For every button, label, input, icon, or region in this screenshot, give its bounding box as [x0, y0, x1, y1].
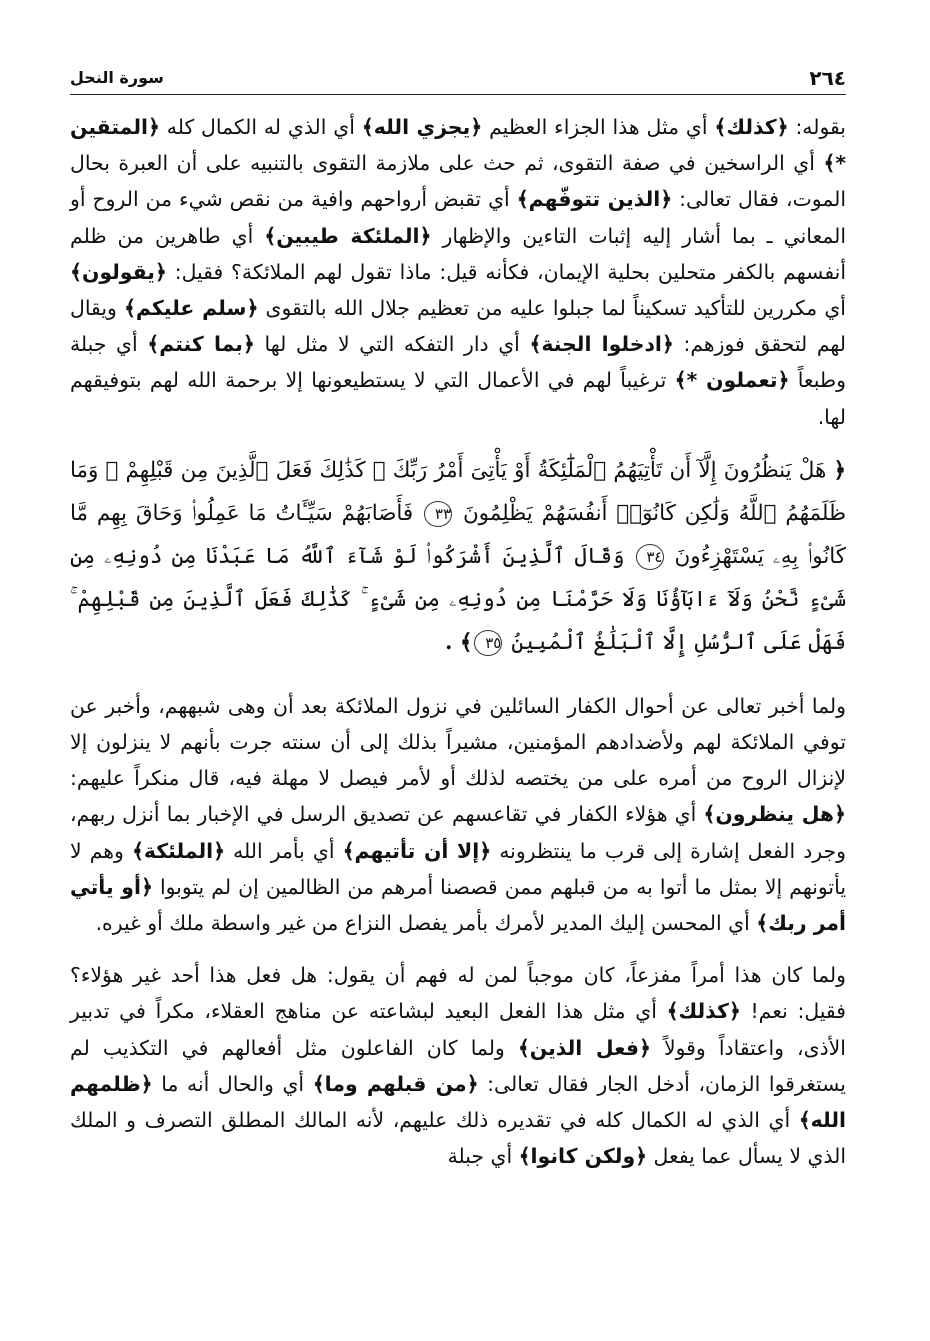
text-run: ولما أخبر تعالى عن أحوال الكفار السائلين في نزول الملائكة بعد أن وهى شبههم، وأخبر عن توفي الملائكة لهم ولأضدادهم المؤمنين، مشيراً بذلك إلى أن سنته جرت بأنهم لا ينزلون إلا لإنزال الروح من أمره على من يختصه لذلك أو لأمر فيصل لا مهلة فيه، قال منكراً عليهم: [70, 693, 846, 791]
text-run: وهم لا يأتونهم إلا بمثل ما أتوا به من قبلهم ممن قصصنا أمرهم من الظالمين إن لم يتوبوا [70, 838, 846, 899]
text-run: أي مثل هذا الجزاء العظيم [482, 115, 715, 139]
text-run: ولما كان الفاعلون مثل أفعالهم في التكذيب لم يستغرقوا الزمان، أدخل الجار فقال تعالى: [70, 1035, 846, 1096]
verse-close-bracket: ﴾ . [444, 629, 473, 655]
text-run: أي والحال أنه ما [152, 1071, 313, 1096]
quoted-phrase: ﴿تعملون *﴾ [674, 368, 790, 393]
quoted-phrase: ﴿الملئكة﴾ [131, 838, 226, 863]
commentary-paragraph-3 [70, 957, 846, 1174]
verse-text: فَأَصَابَهُمْ سَيِّـَٔاتُ مَا عَمِلُوا۟ وَحَاقَ بِهِم مَّا كَانُوا۟ بِهِۦ يَسْتَهْزِءُونَ [70, 500, 846, 569]
quoted-phrase: ﴿كذلك﴾ [714, 115, 789, 139]
text-run: أي جبلة [447, 1144, 519, 1169]
book-page [70, 64, 846, 1314]
ayah-number-marker: ٣٣ [424, 501, 452, 527]
text-run: أي الذي له الكمال كله في تقديره ذلك عليهم، لأنه المالك المطلق التصرف و الملك الذي لا يسأل عما يفعل [70, 1108, 846, 1169]
text-run: أي جبلة وطبعاً [70, 332, 846, 393]
text-run: بقوله: [788, 115, 846, 139]
quoted-phrase: ﴿يقولون﴾ [70, 259, 167, 284]
text-run: أي تقبض أرواحهم وافية من نقص شيء من الروح أو المعاني ـ بما أشار إليه إثبات التاءين والإظهار [70, 187, 847, 248]
quoted-phrase: ﴿هل ينظرون﴾ [703, 802, 846, 827]
quoted-phrase: ﴿ادخلوا الجنة﴾ [529, 332, 674, 357]
commentary-paragraph-2 [70, 688, 846, 941]
verse-text: هَلْ يَنظُرُونَ إِلَّآ أَن تَأْتِيَهُمُ ٱلْمَلَٰٓئِكَةُ أَوْ يَأْتِىَ أَمْرُ رَبِّكَ ۚ كَذَٰلِكَ فَعَلَ ٱلَّذِينَ مِن قَبْلِهِمْ ۚ وَمَا ظَلَمَهُمُ ٱللَّهُ وَلَٰكِن كَانُوٓا۟ أَنفُسَهُمْ يَظْلِمُونَ [70, 457, 846, 526]
text-run: أي هؤلاء الكفار في تقاعسهم عن تصديق الرسل في الإخبار بما أنزل ربهم، وجرد الفعل إشارة إلى قرب ما ينتظرونه [70, 802, 847, 863]
text-run: ويقال لهم لتحقق فوزهم: [70, 296, 846, 357]
quoted-phrase: ﴿يجزي الله﴾ [361, 115, 483, 139]
commentary-paragraph-1 [70, 109, 846, 435]
verse-open-bracket: ﴿ [833, 457, 846, 483]
quoted-phrase: ﴿الملئكة طيبين﴾ [264, 223, 432, 248]
running-header [70, 64, 846, 95]
page-number: ٢٦٤ [809, 66, 846, 90]
text-run: ترغيباً لهم في الأعمال التي لا يستطيعونها إلا برحمة الله لهم بتوفيقهم لها. [70, 368, 846, 429]
quoted-phrase: ﴿ولكن كانوا﴾ [518, 1144, 648, 1169]
text-run: أي بأمر الله [225, 838, 343, 863]
quoted-phrase: ﴿بما كنتم﴾ [147, 332, 255, 357]
quoted-phrase: ﴿أو يأتي أمر ربك﴾ [70, 874, 846, 936]
text-run: أي الراسخين في صفة التقوى، ثم حث على ملازمة التقوى بالتنبيه على أن العبرة بحال الموت، فقال تعالى: [70, 151, 846, 212]
text-run: أي المحسن إليك المدير لأمرك بأمر يفصل النزاع من غير واسطة ملك أو غيره. [95, 911, 757, 936]
text-run: أي مكررين للتأكيد تسكيناً لما جبلوا عليه من تعظيم جلال الله بالتقوى [258, 296, 846, 321]
text-run: أي مثل هذا الفعل البعيد لبشاعته عن مناهج العقلاء، مكراً في تدبير الأذى، واعتقاداً وقولاً [70, 999, 846, 1060]
quoted-phrase: ﴿فعل الذين﴾ [517, 1035, 651, 1060]
quoted-phrase: ﴿سلم عليكم﴾ [123, 296, 259, 321]
text-run: أي الذي له الكمال كله [159, 115, 362, 139]
quoted-phrase: ﴿المتقين *﴾ [70, 115, 846, 176]
quran-verse-block [70, 449, 846, 664]
quoted-phrase: ﴿الذين تتوفّهم﴾ [516, 187, 673, 212]
quoted-phrase: ﴿ظلمهم الله﴾ [70, 1071, 846, 1133]
ayah-number-marker: ٣٤ [636, 544, 664, 570]
verse-text: وَقَالَ ٱلَّذِينَ أَشْرَكُوا۟ لَوْ شَآءَ ٱللَّهُ مَا عَبَدْنَا مِن دُونِهِۦ مِن شَىْءٍ نَّحْنُ وَلَآ ءَابَآؤُنَا وَلَا حَرَّمْنَا مِن دُونِهِۦ مِن شَىْءٍ ۚ كَذَٰلِكَ فَعَلَ ٱلَّذِينَ مِن قَبْلِهِمْ ۚ فَهَلْ عَلَى ٱلرُّسُلِ إِلَّا ٱلْبَلَٰغُ ٱلْمُبِينُ [70, 543, 846, 655]
quoted-phrase: ﴿من قبلهم وما﴾ [312, 1071, 479, 1096]
text-run: أي طاهرين من ظلم أنفسهم بالكفر متحلين بحلية الإيمان، فكأنه قيل: ماذا تقول لهم الملائكة؟ فقيل: [70, 223, 846, 284]
surah-title: سورة النحل [70, 68, 164, 87]
text-run: أي دار التفكه التي لا مثل لها [254, 332, 530, 357]
text-run: ولما كان هذا أمراً مفزعاً، كان موجباً لمن له فهم أن يقول: هل فعل هذا أحد غير هؤلاء؟ فقيل: نعم! [70, 963, 846, 1024]
quoted-phrase: ﴿إلا أن تأتيهم﴾ [342, 838, 492, 863]
ayah-number-marker: ٣٥ [474, 630, 502, 656]
quoted-phrase: ﴿كذلك﴾ [666, 999, 741, 1024]
